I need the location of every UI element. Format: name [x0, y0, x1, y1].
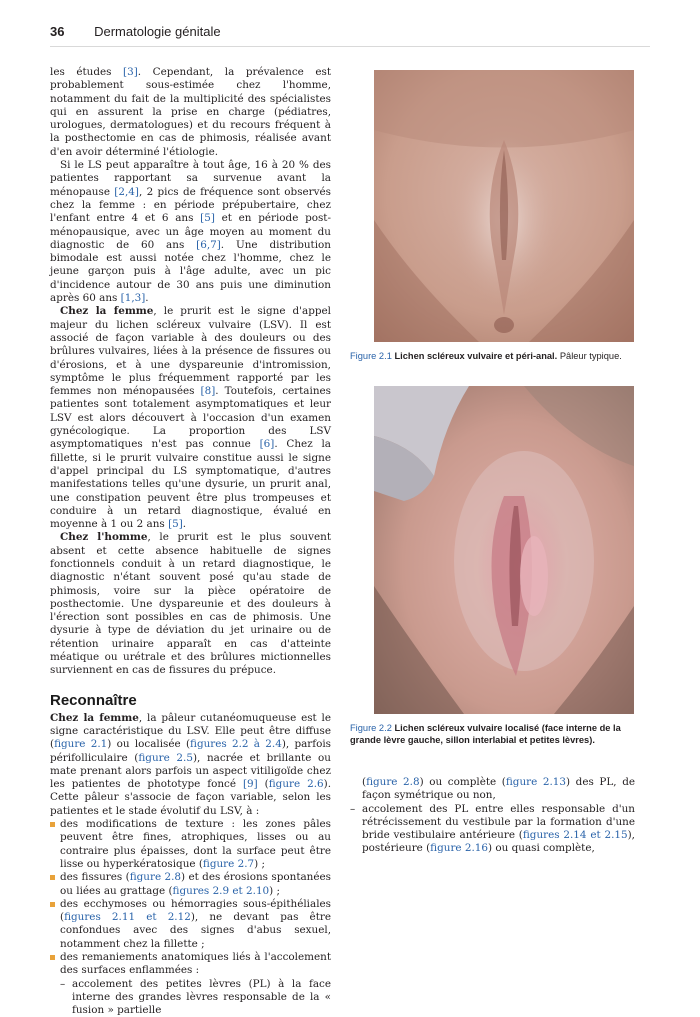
text-run: ) ou localisée ( — [107, 738, 191, 751]
cross-reference: figure 2.6 — [268, 778, 324, 791]
text-run: . Cependant, la prévalence est probablement sous-estimée chez l'homme, notamment du fait de la multiplicité des spécialistes qui en assurent la prise en charge (pédiatres, urologues, dermatologues) et du recours fréquent à la posthectomie en cas de phimosis, réalisée avant d'en avoir déterminé l'étiologie. — [50, 66, 331, 158]
dash-item — [60, 978, 331, 1017]
text-run: ) ; — [254, 857, 265, 870]
text-run: ) des PL, de façon symétrique ou non, — [362, 776, 636, 802]
paragraph-5 — [50, 712, 331, 818]
cross-reference: figures 2.2 à 2.4 — [190, 738, 282, 751]
text-run: ), nacrée et brillante ou mate prenant alors parfois un aspect vitiligoïde chez les patientes de phototype foncé — [50, 751, 331, 791]
text-run: des ecchymoses ou hémorragies sous-épithéliales ( — [60, 897, 331, 924]
bullet-item — [50, 871, 331, 898]
text-run: ) et des érosions spontanées ou liées au grattage ( — [60, 871, 332, 897]
paragraph-1 — [50, 66, 331, 159]
text-run: , le prurit est le signe d'appel majeur du lichen scléreux vulvaire (LSV). Il est associé de façon variable à des douleurs ou des brûlures vulvaires, liées à la présence de fissures ou d'érosions, et à une dyspareunie d'intromission, symptôme le plus fréquemment rapporté par les femmes non ménopausées — [50, 305, 331, 398]
lead-text: Chez l'homme — [60, 531, 148, 544]
figure-2-2-photo — [374, 386, 634, 714]
cross-reference: figures 2.9 et 2.10 — [172, 884, 270, 897]
cross-reference: [6,7] — [196, 238, 221, 251]
dash-item — [350, 803, 635, 856]
figure-label: Figure 2.1 — [350, 351, 392, 361]
cross-reference: figure 2.1 — [54, 738, 108, 751]
text-run: . Une distribution bimodale est aussi notée chez l'homme, chez le jeune garçon puis à l'âge adulte, avec un pic d'incidence autour de 30 ans puis une diminution après 60 ans — [50, 238, 332, 305]
figure-label: Figure 2.2 — [350, 723, 392, 733]
cross-reference: figure 2.5 — [138, 751, 193, 764]
text-run: ( — [362, 776, 367, 788]
right-column-text — [350, 776, 635, 856]
cross-reference: figure 2.8 — [366, 776, 420, 788]
text-run: et en période post-ménopausique, avec un âge moyen au moment du diagnostic de 60 ans — [50, 212, 331, 251]
running-title: Dermatologie génitale — [94, 24, 221, 39]
header-divider — [50, 46, 650, 47]
cross-reference: figures 2.11 et 2.12 — [64, 911, 191, 924]
text-run: , 2 pics de fréquence sont observés chez la femme : en période prépubertaire, chez l'enfant entre 4 et 6 ans — [50, 185, 331, 225]
cross-reference: [5] — [200, 212, 215, 225]
cross-reference: [1,3] — [120, 292, 146, 305]
figure-2-2-caption — [350, 722, 636, 747]
text-run: . — [182, 518, 187, 531]
bullet-item — [50, 898, 331, 951]
bullet-item-text — [60, 951, 331, 976]
text-run: ), ne devant pas être confondues avec des signes d'abus sexuel, notamment chez la fillette ; — [60, 911, 331, 950]
cross-reference: figure 2.8 — [129, 871, 182, 884]
text-run: ) ; — [269, 884, 281, 897]
cross-reference: [3] — [123, 66, 138, 78]
bullet-list — [50, 818, 331, 1017]
dash-list — [60, 978, 331, 1017]
text-run: des modifications de texture : les zones pâles peuvent être fines, atrophiques, lisses ou au contraire plus épaisses, dont la surface peut être lisse ou hyperkératosique ( — [60, 818, 331, 870]
text-run: ), parfois périfolliculaire ( — [50, 738, 332, 764]
text-run: ). Cette pâleur s'associe de façon variable, selon les patientes et le stade évolutif du LSV, à : — [50, 778, 332, 817]
figure-description: Pâleur typique. — [557, 351, 622, 361]
left-column — [50, 66, 331, 1017]
paragraph-3 — [50, 305, 331, 531]
text-run: . Toutefois, certaines patientes sont totalement asymptomatiques et leur LSV est alors découvert à l'occasion d'un examen gynécologique. La proportion des LSV asymptomatiques n'est pas connue — [50, 385, 332, 451]
paragraph-2 — [50, 159, 331, 305]
text-run: ( — [257, 778, 269, 791]
text-run: accolement des petites lèvres (PL) à la face interne des grandes lèvres responsable de la « fusion » partielle — [72, 977, 331, 1017]
cross-reference: figure 2.13 — [505, 776, 566, 788]
running-header — [50, 24, 650, 44]
text-run: ), postérieure ( — [362, 829, 635, 855]
cross-reference: [6] — [259, 438, 275, 451]
figure-title: Lichen scléreux vulvaire localisé (face interne de la grande lèvre gauche, sillon interlabial et petites lèvres). — [350, 723, 621, 746]
text-run: ) ou complète ( — [419, 776, 506, 788]
text-run: les études — [50, 66, 124, 78]
figure-2-1-photo — [374, 70, 634, 342]
text-run: des remaniements anatomiques liés à l'accolement des surfaces enflammées : — [60, 951, 331, 977]
dash-list — [350, 776, 635, 856]
dash-item-continued — [350, 776, 635, 803]
text-run: . Chez la fillette, si le prurit vulvaire constitue aussi le signe d'appel principal du LS symptomatique, d'autres manifestations telles qu'une dysurie, un prurit anal, une constipation peuvent être plus trompeuses et conduire à un retard diagnostique, évalué en moyenne à 1 ou 2 ans — [50, 438, 331, 531]
figure-title: Lichen scléreux vulvaire et péri-anal. — [394, 351, 558, 361]
cross-reference: [2,4] — [114, 185, 139, 198]
section-heading: Reconnaître — [50, 691, 137, 709]
cross-reference: [5] — [168, 518, 183, 531]
paragraph-4 — [50, 531, 331, 677]
text-run: ) ou quasi complète, — [488, 842, 595, 855]
text-run: , la pâleur cutanéomuqueuse est le signe caractéristique du LSV. Elle peut être diffuse ( — [50, 711, 331, 751]
cross-reference: figures 2.14 et 2.15 — [522, 829, 628, 842]
cross-reference: figure 2.16 — [430, 842, 489, 855]
page-number: 36 — [50, 24, 65, 39]
cross-reference: figure 2.7 — [202, 857, 255, 870]
text-run: des fissures ( — [60, 871, 130, 884]
text-run: accolement des PL entre elles responsable d'un rétrécissement du vestibule par la formation d'une bride vestibulaire antérieure ( — [362, 802, 635, 842]
bullet-item — [50, 818, 331, 871]
figure-2-1-caption — [350, 350, 636, 362]
text-run: . — [145, 292, 149, 305]
text-run: Si le LS peut apparaître à tout âge, 16 à 20 % des patientes rapportant sa survenue avant la ménopause — [50, 159, 331, 198]
text-run: , le prurit est le plus souvent absent et cette absence habituelle de signes fonctionnels conduit à un retard diagnostique, le diagnostic n'étant souvent posé qu'au stade de phimosis, voire sur la pièce opératoire de posthectomie. Une dyspareunie et des douleurs à l'érection sont possibles en cas de phimosis. Une dysurie à type de déviation du jet urinaire ou de rétention urinaire apparaît en cas d'atteinte méatique ou urétrale et des brûlures mictionnelles surviennent en cas de fissures du prépuce. — [50, 531, 331, 677]
cross-reference: [9] — [242, 778, 258, 791]
cross-reference: [8] — [200, 385, 216, 398]
lead-text: Chez la femme — [60, 305, 154, 318]
bullet-item — [50, 951, 331, 1017]
lead-text: Chez la femme — [50, 711, 139, 724]
